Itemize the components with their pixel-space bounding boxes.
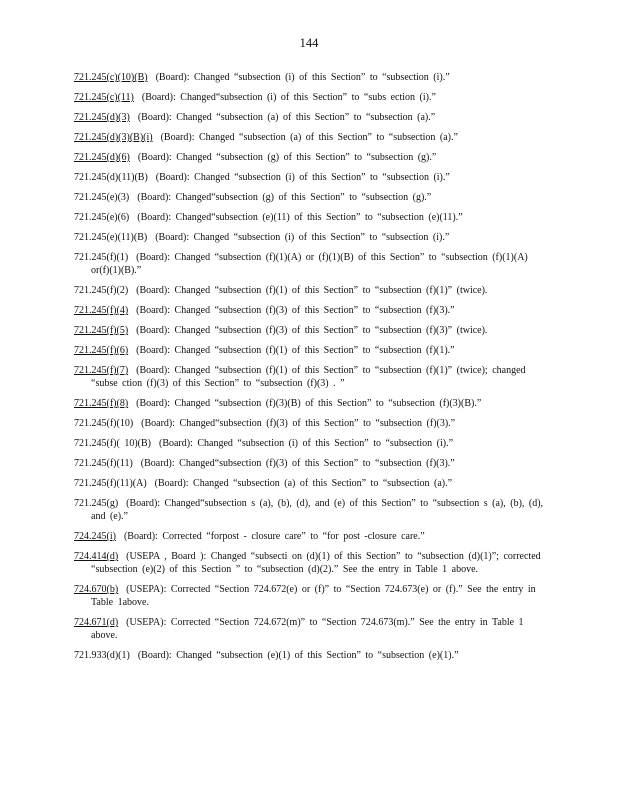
amendment-description: (Board): Changed“subsection (f)(3) of this Section” to “subsection (f)(3).” <box>140 458 455 469</box>
amendment-description: (Board): Changed “subsection (e)(1) of this Section” to “subsection (e)(1).” <box>137 650 459 661</box>
amendment-entry <box>74 231 544 244</box>
amendment-entry <box>74 364 544 390</box>
section-reference: 721.245(f)(1) <box>74 252 129 263</box>
amendment-description: (USEPA , Board ): Changed “subsecti on (d)(1) of this Section” to “subsection (d)(1)”; corrected “subsection (e)(2) of this Section ” to “subsection (d)(2).” See the entry in Table 1 above. <box>91 551 541 575</box>
amendment-entry <box>74 477 544 490</box>
amendment-entry <box>74 211 544 224</box>
section-reference: 721.245(f)(5) <box>74 325 129 336</box>
section-reference: 721.245(f)(11)(A) <box>74 478 147 489</box>
section-reference: 721.245(f)(8) <box>74 398 129 409</box>
amendment-entry <box>74 616 544 642</box>
amendment-entry <box>74 649 544 662</box>
amendment-description: (Board): Changed“subsection (f)(3) of this Section” to “subsection (f)(3).” <box>141 418 456 429</box>
amendment-description: (Board): Changed “subsection (f)(3)(B) of this Section” to “subsection (f)(3)(B).” <box>136 398 482 409</box>
section-reference: 724.245(i) <box>74 531 116 542</box>
amendment-entry <box>74 324 544 337</box>
amendment-description: (Board): Changed “subsection (f)(1) of this Section” to “subsection (f)(1)” (twice); changed “subse ction (f)(3) of this Section” to “subsection (f)(3) . ” <box>91 365 526 389</box>
amendment-entry <box>74 251 544 277</box>
amendment-description: (Board): Changed“subsection (g) of this Section” to “subsection (g).” <box>137 192 432 203</box>
amendment-description: (Board): Changed “subsection (g) of this Section” to “subsection (g).” <box>137 152 437 163</box>
section-reference: 724.670(b) <box>74 584 119 595</box>
amendment-entry <box>74 171 544 184</box>
amendment-entry <box>74 530 544 543</box>
amendment-description: (Board): Changed“subsection (i) of this Section” to “subs ection (i).” <box>141 92 436 103</box>
section-reference: 721.245(f)( 10)(B) <box>74 438 151 449</box>
amendment-entry <box>74 284 544 297</box>
amendment-entry <box>74 71 544 84</box>
section-reference: 721.245(f)(6) <box>74 345 129 356</box>
section-reference: 721.245(f)(4) <box>74 305 129 316</box>
amendment-entry <box>74 91 544 104</box>
amendment-description: (Board): Changed “subsection (a) of this Section” to “subsection (a).” <box>154 478 453 489</box>
section-reference: 721.245(e)(11)(B) <box>74 232 148 243</box>
amendment-entry <box>74 497 544 523</box>
section-reference: 721.245(f)(7) <box>74 365 129 376</box>
amendment-description: (Board): Changed “subsection (f)(1) of this Section” to “subsection (f)(1)” (twice). <box>136 285 488 296</box>
amendment-entry <box>74 550 544 576</box>
section-reference: 721.245(c)(11) <box>74 92 134 103</box>
amendment-description: (Board): Changed“subsection s (a), (b), (d), and (e) of this Section” to “subsection s (a), (b), (d), and (e).” <box>91 498 544 522</box>
section-reference: 721.245(d)(6) <box>74 152 130 163</box>
section-reference: 724.414(d) <box>74 551 119 562</box>
amendment-list <box>74 71 544 669</box>
amendment-entry <box>74 583 544 609</box>
amendment-description: (Board): Changed“subsection (e)(11) of this Section” to “subsection (e)(11).” <box>137 212 463 223</box>
amendment-description: (Board): Corrected “forpost - closure care” to “for post -closure care.” <box>123 531 425 542</box>
amendment-entry <box>74 417 544 430</box>
section-reference: 721.245(c)(10)(B) <box>74 72 148 83</box>
amendment-entry <box>74 304 544 317</box>
amendment-description: (Board): Changed “subsection (f)(1)(A) or (f)(1)(B) of this Section” to “subsection (f)(1)(A) or(f)(1)(B).” <box>91 252 528 276</box>
section-reference: 721.245(f)(10) <box>74 418 134 429</box>
amendment-description: (USEPA): Corrected “Section 724.672(e) or (f)” to “Section 724.673(e) or (f).” See the entry in Table 1above. <box>91 584 536 608</box>
amendment-entry <box>74 111 544 124</box>
section-reference: 721.245(f)(2) <box>74 285 129 296</box>
amendment-description: (Board): Changed “subsection (a) of this Section” to “subsection (a).” <box>160 132 458 143</box>
section-reference: 721.245(d)(3)(B)(i) <box>74 132 153 143</box>
section-reference: 721.245(e)(6) <box>74 212 130 223</box>
amendment-entry <box>74 397 544 410</box>
amendment-entry <box>74 151 544 164</box>
section-reference: 721.245(e)(3) <box>74 192 130 203</box>
amendment-description: (Board): Changed “subsection (i) of this Section” to “subsection (i).” <box>155 172 450 183</box>
amendment-description: (Board): Changed “subsection (f)(3) of this Section” to “subsection (f)(3).” <box>136 305 455 316</box>
amendment-description: (Board): Changed “subsection (i) of this Section” to “subsection (i).” <box>155 232 450 243</box>
section-reference: 724.671(d) <box>74 617 119 628</box>
amendment-entry <box>74 437 544 450</box>
amendment-description: (USEPA): Corrected “Section 724.672(m)” to “Section 724.673(m).” See the entry in Table 1 above. <box>91 617 524 641</box>
amendment-entry <box>74 191 544 204</box>
amendment-description: (Board): Changed “subsection (i) of this Section” to “subsection (i).” <box>158 438 454 449</box>
amendment-description: (Board): Changed “subsection (a) of this Section” to “subsection (a).” <box>137 112 436 123</box>
amendment-entry <box>74 457 544 470</box>
section-reference: 721.245(d)(11)(B) <box>74 172 148 183</box>
section-reference: 721.933(d)(1) <box>74 650 130 661</box>
amendment-description: (Board): Changed “subsection (f)(3) of this Section” to “subsection (f)(3)” (twice). <box>136 325 488 336</box>
section-reference: 721.245(g) <box>74 498 119 509</box>
amendment-entry <box>74 344 544 357</box>
section-reference: 721.245(f)(11) <box>74 458 133 469</box>
section-reference: 721.245(d)(3) <box>74 112 130 123</box>
amendment-description: (Board): Changed “subsection (i) of this Section” to “subsection (i).” <box>155 72 450 83</box>
amendment-description: (Board): Changed “subsection (f)(1) of this Section” to “subsection (f)(1).” <box>136 345 455 356</box>
page-number: 144 <box>299 36 319 50</box>
amendment-entry <box>74 131 544 144</box>
